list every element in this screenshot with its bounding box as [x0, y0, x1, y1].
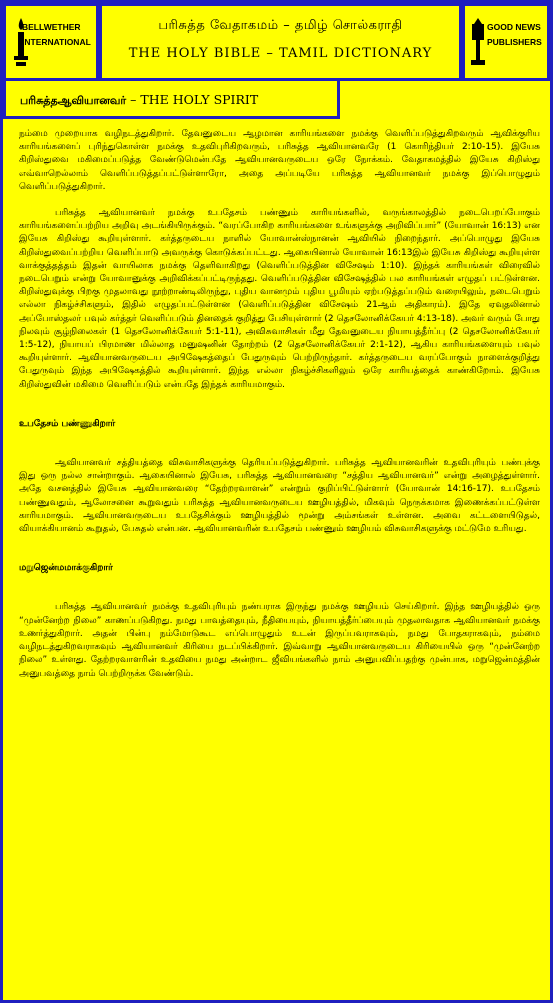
section-title-bar — [3, 81, 340, 119]
section-title — [20, 92, 258, 109]
header — [3, 3, 550, 81]
good-news-logo — [462, 3, 550, 81]
section-title-tamil: பரிசுத்தஆவியானவர் — [20, 94, 127, 107]
paragraph-3: ஆவியானவர் சத்தியத்தை விசுவாசிகளுக்கு தெரியப்படுத்துகிறார். பரிசுத்த ஆவியானவரின் உதவிபுரியும் பண்புக்கு இது ஒரு நல்ல சான்றாகும். ஆகையினால் இயேசு, பரிசுத்த ஆவியானவரை “சத்திய ஆவியானவர்” என்று அழைத்துள்ளார். அதே வசனத்தில் இயேசு ஆவியானவரை “தேற்றரவாளன்” என்றும் குறிப்பிட்டுள்ளார் (யோவான் 14:16-17). உபதேசம் பண்ணுவதும், ஆலோசனை கூறுவதும் பரிசுத்த ஆவியானவருடைய ஊழியத்தில், மிகவும் நெருக்கமாக இணைக்கப்பட்டுள்ள காரியமாகும். ஆவியானவருடைய உபதேசிக்கும் ஊழியத்தில் மூன்று அம்சங்கள் உள்ளன. அவை கட்டளையிடுதல், வியாக்கியானம் கூறுதல், பேசுதல் என்பன. ஆவியானவரின் உபதேசம் பண்ணும் ஊழியம் விசுவாசிகளுக்கு மட்டுமே உரியது. — [19, 458, 540, 535]
title-box — [99, 3, 462, 81]
section-title-english: THE HOLY SPIRIT — [140, 92, 259, 107]
logo-left-line1: BELLWETHER — [22, 22, 81, 32]
book-icon — [469, 16, 487, 70]
subheading-teaching: உபதேசம் பண்ணுகிறார் — [19, 418, 116, 429]
title-english: THE HOLY BIBLE – TAMIL DICTIONARY — [128, 46, 433, 61]
section-separator: – — [130, 92, 137, 107]
logo-right-line1: GOOD NEWS — [487, 22, 541, 32]
logo-right-line2: PUBLISHERS — [487, 37, 542, 47]
subheading-regeneration: மறுஜென்மமாக்குகிறார் — [19, 563, 113, 574]
paragraph-1: நம்மை முறையாக வழிநடத்துகிறார். தேவனுடைய ஆழமான காரியங்களை நமக்கு வெளிப்படுத்துகிறவரும் ஆவிக்குரிய காரியங்களைப் புரிந்துகொள்ள நமக்கு உதவிபுரிகிறவரும், பரிசுத்த ஆவியானவரே (1 கொரிந்தியர் 2:10-15). இயேசு கிறிஸ்துவை மகிமைப்படுத்த வேண்டுமென்பதே ஆவியானவருடைய ஒரே நோக்கம். வேதாகமத்தில் இயேசு கிறிஸ்து எவ்வாறெல்லாம் வெளிப்படுத்தப்பட்டுள்ளாரோ, அதை அப்படியே பரிசுத்த ஆவியானவர் நமக்கு இப்பொழுதும் வெளிப்படுத்துகிறார். — [19, 129, 540, 192]
logo-left-line2: INTERNATIONAL — [22, 37, 91, 47]
paragraph-2: பரிசுத்த ஆவியானவர் நமக்கு உபதேசம் பண்ணும் காரியங்களில், வருங்காலத்தில் நடைபெறப்போகும் காரியங்களைப்பற்றிய அறிவு அடங்கியிருக்கும். “வரப்போகிற காரியங்களை உங்களுக்கு அறிவிப்பார்” (யோவான் 16:13) என இயேசு கிறிஸ்து கூறியுள்ளார். கர்த்தருடைய நாளில் யோவான்ஸ்நானன் ஆவியில் நிறைந்தார். அப்பொழுது இயேசு கிறிஸ்துவைப்பற்றிய வெளிப்பாடு அவருக்கு கொடுக்கப்பட்டது. ஆகையினால் யோவான் 16:13இல் இயேசு கிறிஸ்து கூறியுள்ள வாக்குத்தத்தம் இதன் வாயிலாக நமக்கு தெளிவாகிறது (வெளிப்படுத்தின விசேஷம் 1:10). இந்தக் காரியங்கள் விரைவில் நடைபெறும் என்று யோவானுக்கு அறிவிக்கப்பட்டிருந்தது. வெளிப்படுத்தின விசேஷத்தில் பல காரியங்கள் எழுதப் பட்டுள்ளன. கிறிஸ்துவுக்கு பிறகு முதலாவது நூற்றாண்டிலிருந்து, புதிய வானமும் புதிய பூமியும் ஏற்படுத்தப்படும் வரையிலும், நடைபெறும் எல்லா நிகழ்ச்சிகளும், இதில் எழுதப்பட்டுள்ளன (வெளிப்படுத்தின விசேஷம் 21ஆம் அதிகாரம்). இதே ஏவுதலினால் அப்போஸ்தலர் பவுல் கர்த்தர் வெளிப்படும் தினதைக் குறித்து பேசியுள்ளார் (2 தெசலோனிக்கேயர் 4:13-18). அவர் வரும் போது நிலவும் சூழ்நிலைகள் (1 தெசலோனிக்கேயர் 5:1-11), அவிசுவாசிகள் மீது தேவனுடைய நியாயத்தீர்ப்பு (2 தெசலோனிக்கேயர் 1:5-12), நியாயப் பிரமாண மில்லாத மனுஷனின் தோற்றம் (2 தெசலோனிக்கேயர் 2:1-12), ஆகிய காரியங்களையும் பவுல் கூறியுள்ளார். ஆவியானவருடைய அபிஷேகத்தைப் பேதுருவும் பெற்றிருந்தார். கர்த்தருடைய வரப்போகும் நாளைக்குறித்து பேதுருவும் இந்த அபிஷேகத்தில் கூறியுள்ளார். இந்த எல்லா நிகழ்ச்சிகளிலும் ஒரே காரியத்தைக் காண்கிறோம். இயேசு கிறிஸ்துவின் மகிமை வெளிப்படும் என்பதே இந்தக் காரியமாகும். — [19, 208, 540, 390]
paragraph-4: பரிசுத்த ஆவியானவர் நமக்கு உதவிபுரியும் நண்பராக இருந்து நமக்கு ஊழியம் செய்கிறார். இந்த ஊழியத்தில் ஒரு “முன்னேற்ற நிலை” காணப்படுகிறது. நமது பாவத்தையும், நீதியையும், நியாயத்தீர்ப்பையும் முதலாவதாக ஆவியானவர் நமக்கு உணர்த்துகிறார். அதன் பின்பு நம்மோடுகூட எப்பொழுதும் உடன் இருப்பவராகவும், நமது போதகராகவும், நம்மை வழிநடத்துகிறவராகவும் ஆவியானவர் கிரியை நடப்பிக்கிறார். இவ்வாறு ஆவியானவருடைய கிரியையில் ஒரு “முன்னேற்ற நிலை” உள்ளது. தேற்றரவாளரின் உதவியை நமது அன்றாட ஜீவியங்களில் நாம் அனுபவிப்பதற்கு முன்பாக, மறுஜென்மத்தின் அனுபவத்தை நாம் பெற்றிருக்க வேண்டும். — [19, 602, 540, 679]
title-tamil: பரிசுத்த வேதாகமம் – தமிழ் சொல்கராதி — [158, 18, 403, 33]
bellwether-logo — [3, 3, 99, 81]
article-body — [19, 128, 540, 681]
